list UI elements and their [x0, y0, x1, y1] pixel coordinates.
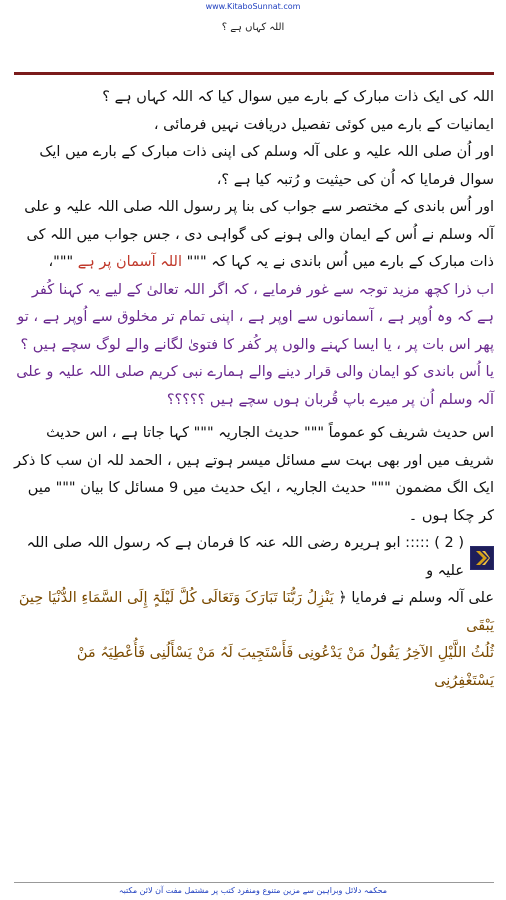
- hadith-arabic-1: یَنْزِلُ رَبُّنَا تَبَارَکَ وَتَعَالَی کُلَّ لَیْلَۃٍ إِلَی السَّمَاءِ الدُّنْیَا حِینَ یَبْقَی: [18, 590, 494, 634]
- footer-tagline: محکمہ دلائل وبراہین سے مزین متنوع ومنفرد کتب پر مشتمل مفت آن لائن مکتبہ: [118, 886, 388, 895]
- hadith-line2: [14, 585, 494, 640]
- paragraph-hadith-jariyah: اس حدیث شریف کو عموماً """ حدیث الجاریہ """ کہا جاتا ہے ، اس حدیث شریف میں اور بھی بہت سے مسائل میسر ہوتے ہیں ، الحمد للہ ان سب کا ذکر ایک الگ مضمون """ حدیث الجاریہ ، ایک حدیث میں 9 مسائل کا بیان """ میں کر چکا ہوں ۔: [14, 425, 494, 524]
- top-divider: [14, 72, 494, 75]
- paragraph-status: اور اُن صلی اللہ علیہ و علی آلہ وسلم کی اپنی ذات مبارک کے بارے میں ایک سوال فرمایا کہ اُن کی حیثیت و رُتبہ کیا ہے ؟،: [39, 144, 494, 188]
- hadith-arabic-2: ثُلُثُ اللَّیْلِ الآخِرُ یَقُولُ مَنْ یَدْعُونِی فَأَسْتَجِیبَ لَہُ مَنْ یَسْأَلُنِی فَأُعْطِیَہُ مَنْ یَسْتَغْفِرُنِی: [76, 645, 494, 689]
- answer-text-part1: اور اُس باندی کے مختصر سے جواب کی بنا پر رسول اللہ صلی اللہ علیہ و علی آلہ وسلم نے اُس کے ایمان والی ہونے کی گواہی دی ، جس جواب میں اللہ کی ذات مبارک کے بارے میں اُس باندی نے یہ کہا کہ """: [24, 199, 494, 270]
- answer-quote: اللہ آسمان پر ہے: [77, 254, 183, 270]
- hadith-prefix: علی آلہ وسلم نے فرمایا ﴿: [338, 590, 494, 606]
- site-url[interactable]: www.KitaboSunnat.com: [205, 2, 301, 11]
- article-body: [14, 84, 494, 695]
- bottom-divider: [14, 882, 494, 883]
- answer-text-part2: """،: [48, 254, 74, 270]
- hadith-intro-row: [14, 530, 494, 585]
- paragraph-question-line1: [14, 84, 494, 112]
- hadith-intro-text: ( 2 ) ::::: ابو ہریرہ رضی اللہ عنہ کا فرمان ہے کہ رسول اللہ صلی اللہ علیہ و: [26, 535, 464, 579]
- paragraph-answer: [14, 194, 494, 277]
- ornament-icon: [470, 546, 494, 570]
- question-text: اللہ کی ایک ذات مبارک کے بارے میں سوال کیا کہ اللہ کہاں ہے ؟: [102, 89, 494, 105]
- paragraph-question-line2: ایمانیات کے بارے میں کوئی تفصیل دریافت نہیں فرمائی ،: [153, 116, 494, 133]
- page-title: اللہ کہاں ہے ؟: [221, 22, 285, 33]
- paragraph-reflection: اب ذرا کچھ مزید توجہ سے غور فرمایے ، کہ اگر اللہ تعالیٰ کے لیے یہ کہنا کُفر ہے کہ وہ اُوپر ہے ، آسمانوں سے اوپر ہے ، اپنی تمام تر مخلوق سے اُوپر ہے ، تو پھر اس بات پر ، یا ایسا کہنے والوں پر کُفر کا فتویٰ لگانے والے لوگ سچے ہیں ؟ یا اُس باندی کو ایمان والی قرار دینے والے ہمارے نبی کریم صلی اللہ علیہ و علی آلہ وسلم اُن پر میرے باپ قُربان ہوں سچے ہیں ؟؟؟؟؟: [16, 281, 494, 408]
